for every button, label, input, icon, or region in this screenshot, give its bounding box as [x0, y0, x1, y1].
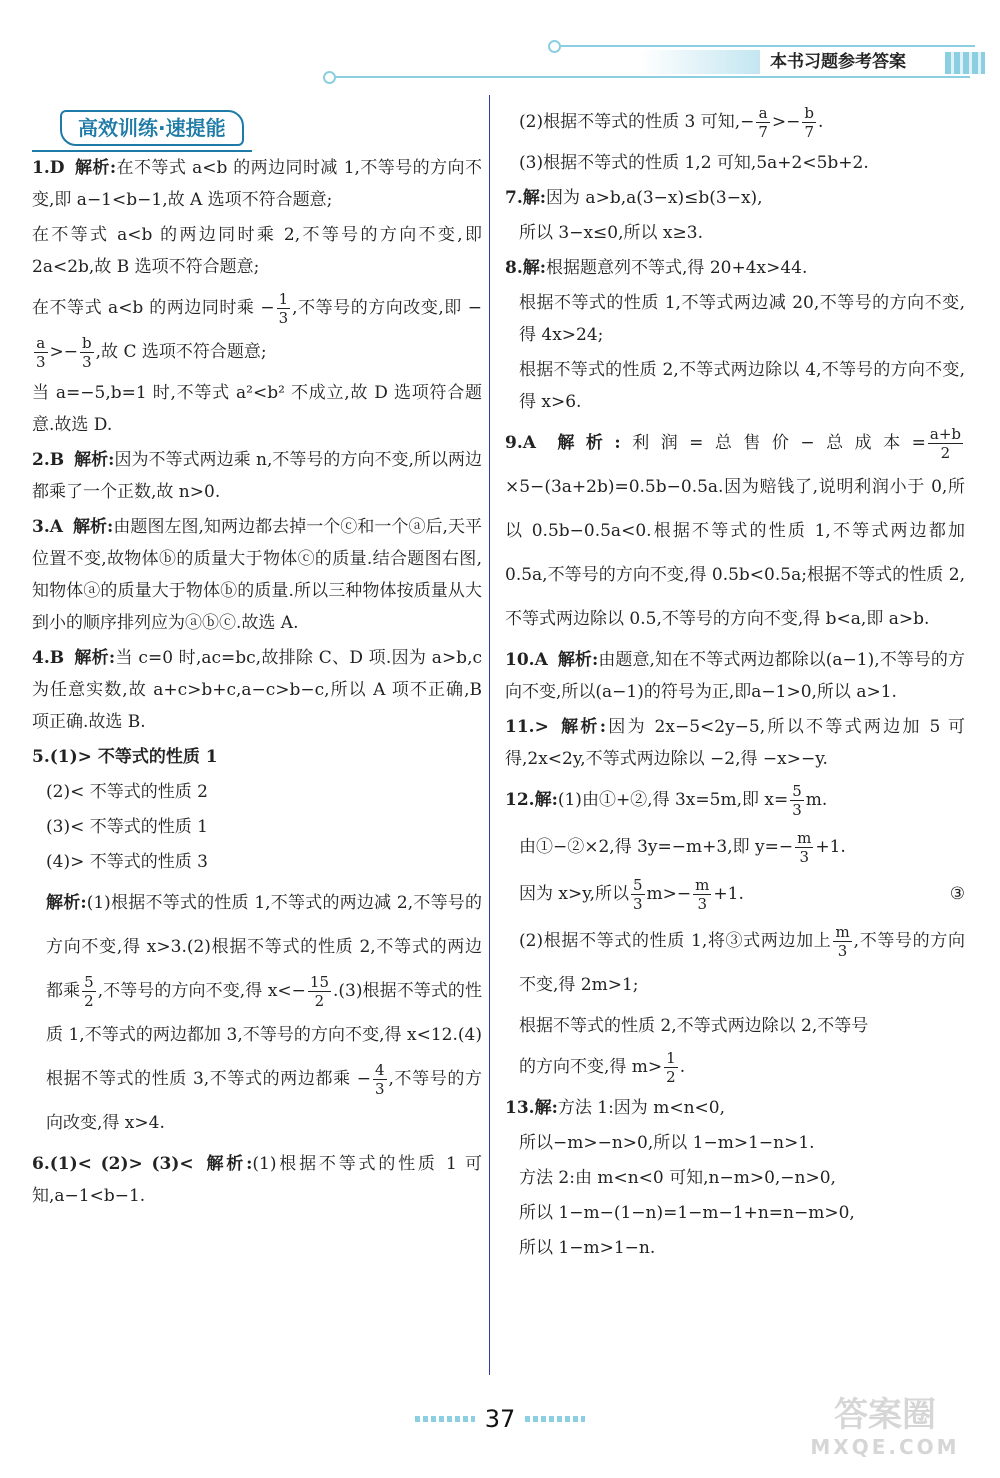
header-title: 本书习题参考答案	[770, 52, 906, 72]
fraction: $\frac{b}{7}$	[804, 104, 815, 141]
fraction: $\frac{a}{7}$	[758, 104, 768, 141]
answer-6: 6.(1)< (2)> (3)< 解析:(1)根据不等式的性质 1 可知,a−1<b−1.	[32, 1154, 482, 1206]
answer-13-b: 所以−m>−n>0,所以 1−m>1−n>1.	[519, 1133, 815, 1153]
fraction: $\frac{m}{3}$	[797, 829, 812, 866]
answer-2: 2.B 解析:因为不等式两边乘 n,不等号的方向不变,所以两边都乘了一个正数,故 n>0.	[32, 450, 482, 502]
left-column	[32, 100, 482, 1215]
header-band	[640, 50, 760, 74]
answer-8-c: 根据不等式的性质 2,不等式两边除以 4,不等号的方向不变,得 x>6.	[519, 360, 965, 412]
answer-13-d: 所以 1−m−(1−n)=1−m−1+n=n−m>0,	[519, 1203, 855, 1223]
fraction: $\frac{4}{3}$	[374, 1061, 385, 1098]
answer-3: 3.A 解析:由题图左图,知两边都去掉一个ⓒ和一个ⓐ后,天平位置不变,故物体ⓑ的质量大于物体ⓒ的质量.结合题图右图,知物体ⓐ的质量大于物体ⓑ的质量.所以三种物体按质量从大到小的顺序排列应为ⓐⓑⓒ.故选 A.	[32, 517, 482, 633]
answer-5-3: (3)< 不等式的性质 1	[46, 817, 208, 837]
answer-9: 9.A 解析:利润=总售价−总成本= $\frac{a+b}{2}$ ×5−(3a+2b)=0.5b−0.5a.因为赔钱了,说明利润小于 0,所以 0.5b−0.5a<0.根据不等式的性质 1,不等式两边都加 0.5a,不等号的方向不变,得 0.5b<0.5a;根据不等式的性质 2,不等式两边除以 0.5,不等号的方向不变,得 b<a,即 a>b.	[505, 425, 965, 629]
fraction: $\frac{1}{2}$	[666, 1049, 676, 1086]
answer-5-2: (2)< 不等式的性质 2	[46, 782, 208, 802]
answer-6-3: (3)根据不等式的性质 1,2 可知,5a+2<5b+2.	[519, 153, 869, 173]
answer-11: 11.> 解析:因为 2x−5<2y−5,所以不等式两边加 5 可得,2x<2y,不等式两边除以 −2,得 −x>−y.	[505, 717, 965, 769]
header-dot-bottom	[323, 71, 336, 84]
fraction: $\frac{5}{3}$	[792, 782, 802, 819]
fraction: $\frac{1}{3}$	[278, 290, 289, 327]
column-divider	[489, 95, 490, 1375]
answer-6-2: (2)根据不等式的性质 3 可知,− $\frac{a}{7}$ >− $\frac{b}{7}$ .	[519, 104, 824, 141]
page-number-decoration-right	[525, 1416, 585, 1422]
header-rule-bottom	[330, 76, 970, 78]
answer-12-f: 的方向不变,得 m> $\frac{1}{2}$ .	[519, 1049, 686, 1086]
answer-8-b: 根据不等式的性质 1,不等式两边减 20,不等号的方向不变,得 4x>24;	[519, 293, 965, 345]
answer-8: 8.解:根据题意列不等式,得 20+4x>44.	[505, 258, 808, 278]
answer-13-e: 所以 1−m>1−n.	[519, 1238, 656, 1258]
answer-1-d: 当 a=−5,b=1 时,不等式 a²<b² 不成立,故 D 选项符合题意.故选 D.	[32, 383, 482, 435]
answer-12-d: (2)根据不等式的性质 1,将③式两边加上 $\frac{m}{3}$ ,不等号的方向不变,得 2m>1;	[519, 923, 965, 995]
fraction: $\frac{m}{3}$	[835, 923, 850, 960]
fraction: $\frac{a+b}{2}$	[929, 425, 961, 462]
header-rule-top	[555, 45, 975, 47]
page-number-decoration-left	[415, 1416, 475, 1422]
answer-1-c: 在不等式 a<b 的两边同时乘 − $\frac{1}{3}$ ,不等号的方向改变,即 − $\frac{a}{3}$ >− $\frac{b}{3}$ ,故 C 选项不符合题意;	[32, 290, 482, 371]
section-badge: 高效训练·速提能	[60, 110, 244, 146]
header-dot-top	[548, 40, 561, 53]
answer-4: 4.B 解析:当 c=0 时,ac=bc,故排除 C、D 项.因为 a>b,c 为任意实数,故 a+c>b+c,a−c>b−c,所以 A 项不正确,B 项正确.故选 B.	[32, 648, 482, 732]
answer-5-1: 5.(1)> 不等式的性质 1	[32, 747, 218, 767]
answer-13: 13.解:方法 1:因为 m<n<0,	[505, 1098, 725, 1118]
fraction: $\frac{b}{3}$	[82, 334, 92, 371]
header-decoration	[945, 52, 985, 74]
answer-7: 7.解:因为 a>b,a(3−x)≤b(3−x),	[505, 188, 763, 208]
fraction: $\frac{15}{2}$	[309, 973, 329, 1010]
right-column	[505, 100, 965, 1267]
fraction: $\frac{5}{2}$	[84, 973, 94, 1010]
fraction: $\frac{5}{3}$	[633, 876, 643, 913]
answer-13-c: 方法 2:由 m<n<0 可知,n−m>0,−n>0,	[519, 1168, 836, 1188]
answer-12-e: 根据不等式的性质 2,不等式两边除以 2,不等号	[519, 1016, 869, 1036]
answer-12-b: 由①−②×2,得 3y=−m+3,即 y=− $\frac{m}{3}$ +1.	[519, 829, 846, 866]
answer-5-4: (4)> 不等式的性质 3	[46, 852, 208, 872]
fraction: $\frac{m}{3}$	[695, 876, 710, 913]
answer-1: 1.D 解析:在不等式 a<b 的两边同时减 1,不等号的方向不变,即 a−1<b−1,故 A 选项不符合题意;	[32, 158, 482, 210]
answer-10: 10.A 解析:由题意,知在不等式两边都除以(a−1),不等号的方向不变,所以(a−1)的符号为正,即a−1>0,所以 a>1.	[505, 650, 965, 702]
answer-12-c: 因为 x>y,所以 $\frac{5}{3}$ m>− $\frac{m}{3}$ +1. ③	[505, 872, 965, 919]
answer-1-b: 在不等式 a<b 的两边同时乘 2,不等号的方向不变,即 2a<2b,故 B 选项不符合题意;	[32, 225, 482, 277]
page-number: 37	[484, 1405, 516, 1433]
answer-12: 12.解:(1)由①+②,得 3x=5m,即 x= $\frac{5}{3}$ m.	[505, 782, 828, 819]
equation-mark: ③	[949, 884, 965, 904]
watermark: 答案圈 MXQE.COM	[810, 1395, 960, 1459]
fraction: $\frac{a}{3}$	[36, 334, 46, 371]
answer-5-explain: 解析:(1)根据不等式的性质 1,不等式的两边减 2,不等号的方向不变,得 x>3.(2)根据不等式的性质 2,不等式的两边都乘 $\frac{5}{2}$ ,不等号的方向不变,得 x<− $\frac{15}{2}$ .(3)根据不等式的性质 1,不等式的两边都加 3,不等号的方向不变,得 x<12.(4)根据不等式的性质 3,不等式的两边都乘 − $\frac{4}{3}$ ,不等号的方向改变,得 x>4.	[46, 893, 483, 1133]
answer-7-b: 所以 3−x≤0,所以 x≥3.	[519, 223, 703, 243]
